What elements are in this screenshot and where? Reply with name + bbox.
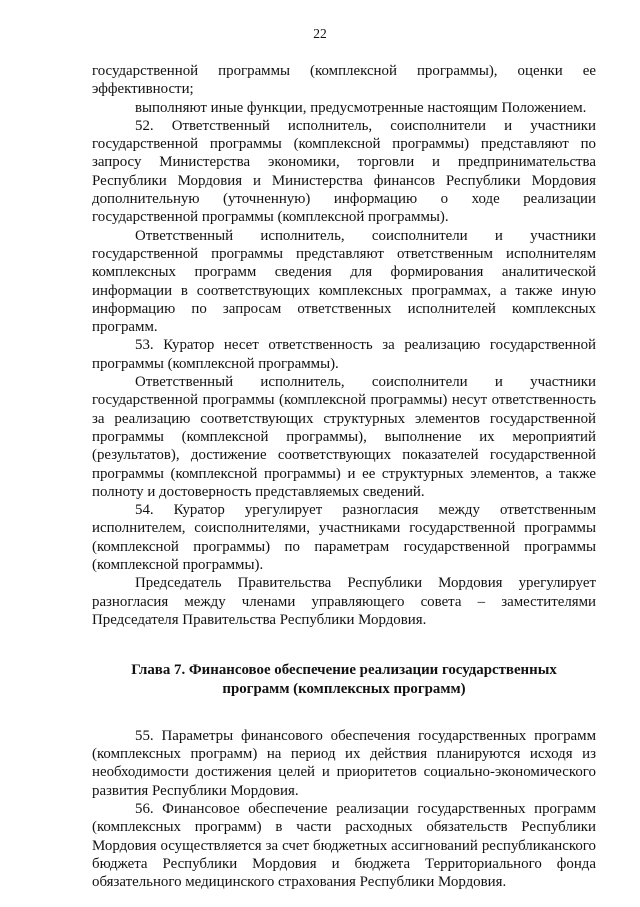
chapter-heading: Глава 7. Финансовое обеспечение реализации государственных программ (комплексных программ) [131, 662, 557, 697]
paragraph: Ответственный исполнитель, соисполнители и участники государственной программы представляют ответственным исполнителям комплексных программ сведения для формирования аналитической информации в соответствующих комплексных программах, а также иную информацию по запросам ответственных исполнителей комплексных программ. [92, 227, 596, 336]
paragraph-52: 52. Ответственный исполнитель, соисполнители и участники государственной программы (комплексной программы) представляют по запросу Министерства экономики, торговли и предпринимательства Республики Мордовия и Министерства финансов Республики Мордовия дополнительную (уточненную) информацию о ходе реализации государственной программы (комплексной программы). [92, 117, 596, 226]
paragraph-55: 55. Параметры финансового обеспечения государственных программ (комплексных программ) на период их действия планируются исходя из необходимости достижения целей и приоритетов социально-экономического развития Республики Мордовия. [92, 727, 596, 799]
paragraph: Ответственный исполнитель, соисполнители и участники государственной программы (комплексной программы) несут ответственность за реализацию соответствующих структурных элементов государственной программы (комплексной программы), выполнение их мероприятий (результатов), достижение соответствующих показателей государственной программы (комплексной программы) и ее структурных элементов, а также полноту и достоверность представляемых сведений. [92, 374, 596, 500]
page-number: 22 [313, 26, 327, 41]
paragraph-56: 56. Финансовое обеспечение реализации государственных программ (комплексных программ) в части расходных обязательств Республики Мордовия осуществляется за счет бюджетных ассигнований республиканского бюджета Республики Мордовия и бюджета Территориального фонда обязательного медицинского страхования Республики Мордовия. [92, 800, 596, 891]
paragraph-53: 53. Куратор несет ответственность за реализацию государственной программы (комплексной программы). [92, 337, 596, 372]
paragraph: Председатель Правительства Республики Мордовия урегулирует разногласия между членами управляющего совета – заместителями Председателя Правительства Республики Мордовия. [92, 575, 596, 628]
paragraph-54: 54. Куратор урегулирует разногласия между ответственным исполнителем, соисполнителями, участниками государственной программы (комплексной программы) по параметрам государственной программы (комплексной программы). [92, 502, 596, 574]
paragraph-continuation: государственной программы (комплексной программы), оценки ее эффективности; [92, 63, 596, 98]
paragraph: выполняют иные функции, предусмотренные настоящим Положением. [135, 99, 587, 116]
document-body [92, 62, 596, 891]
